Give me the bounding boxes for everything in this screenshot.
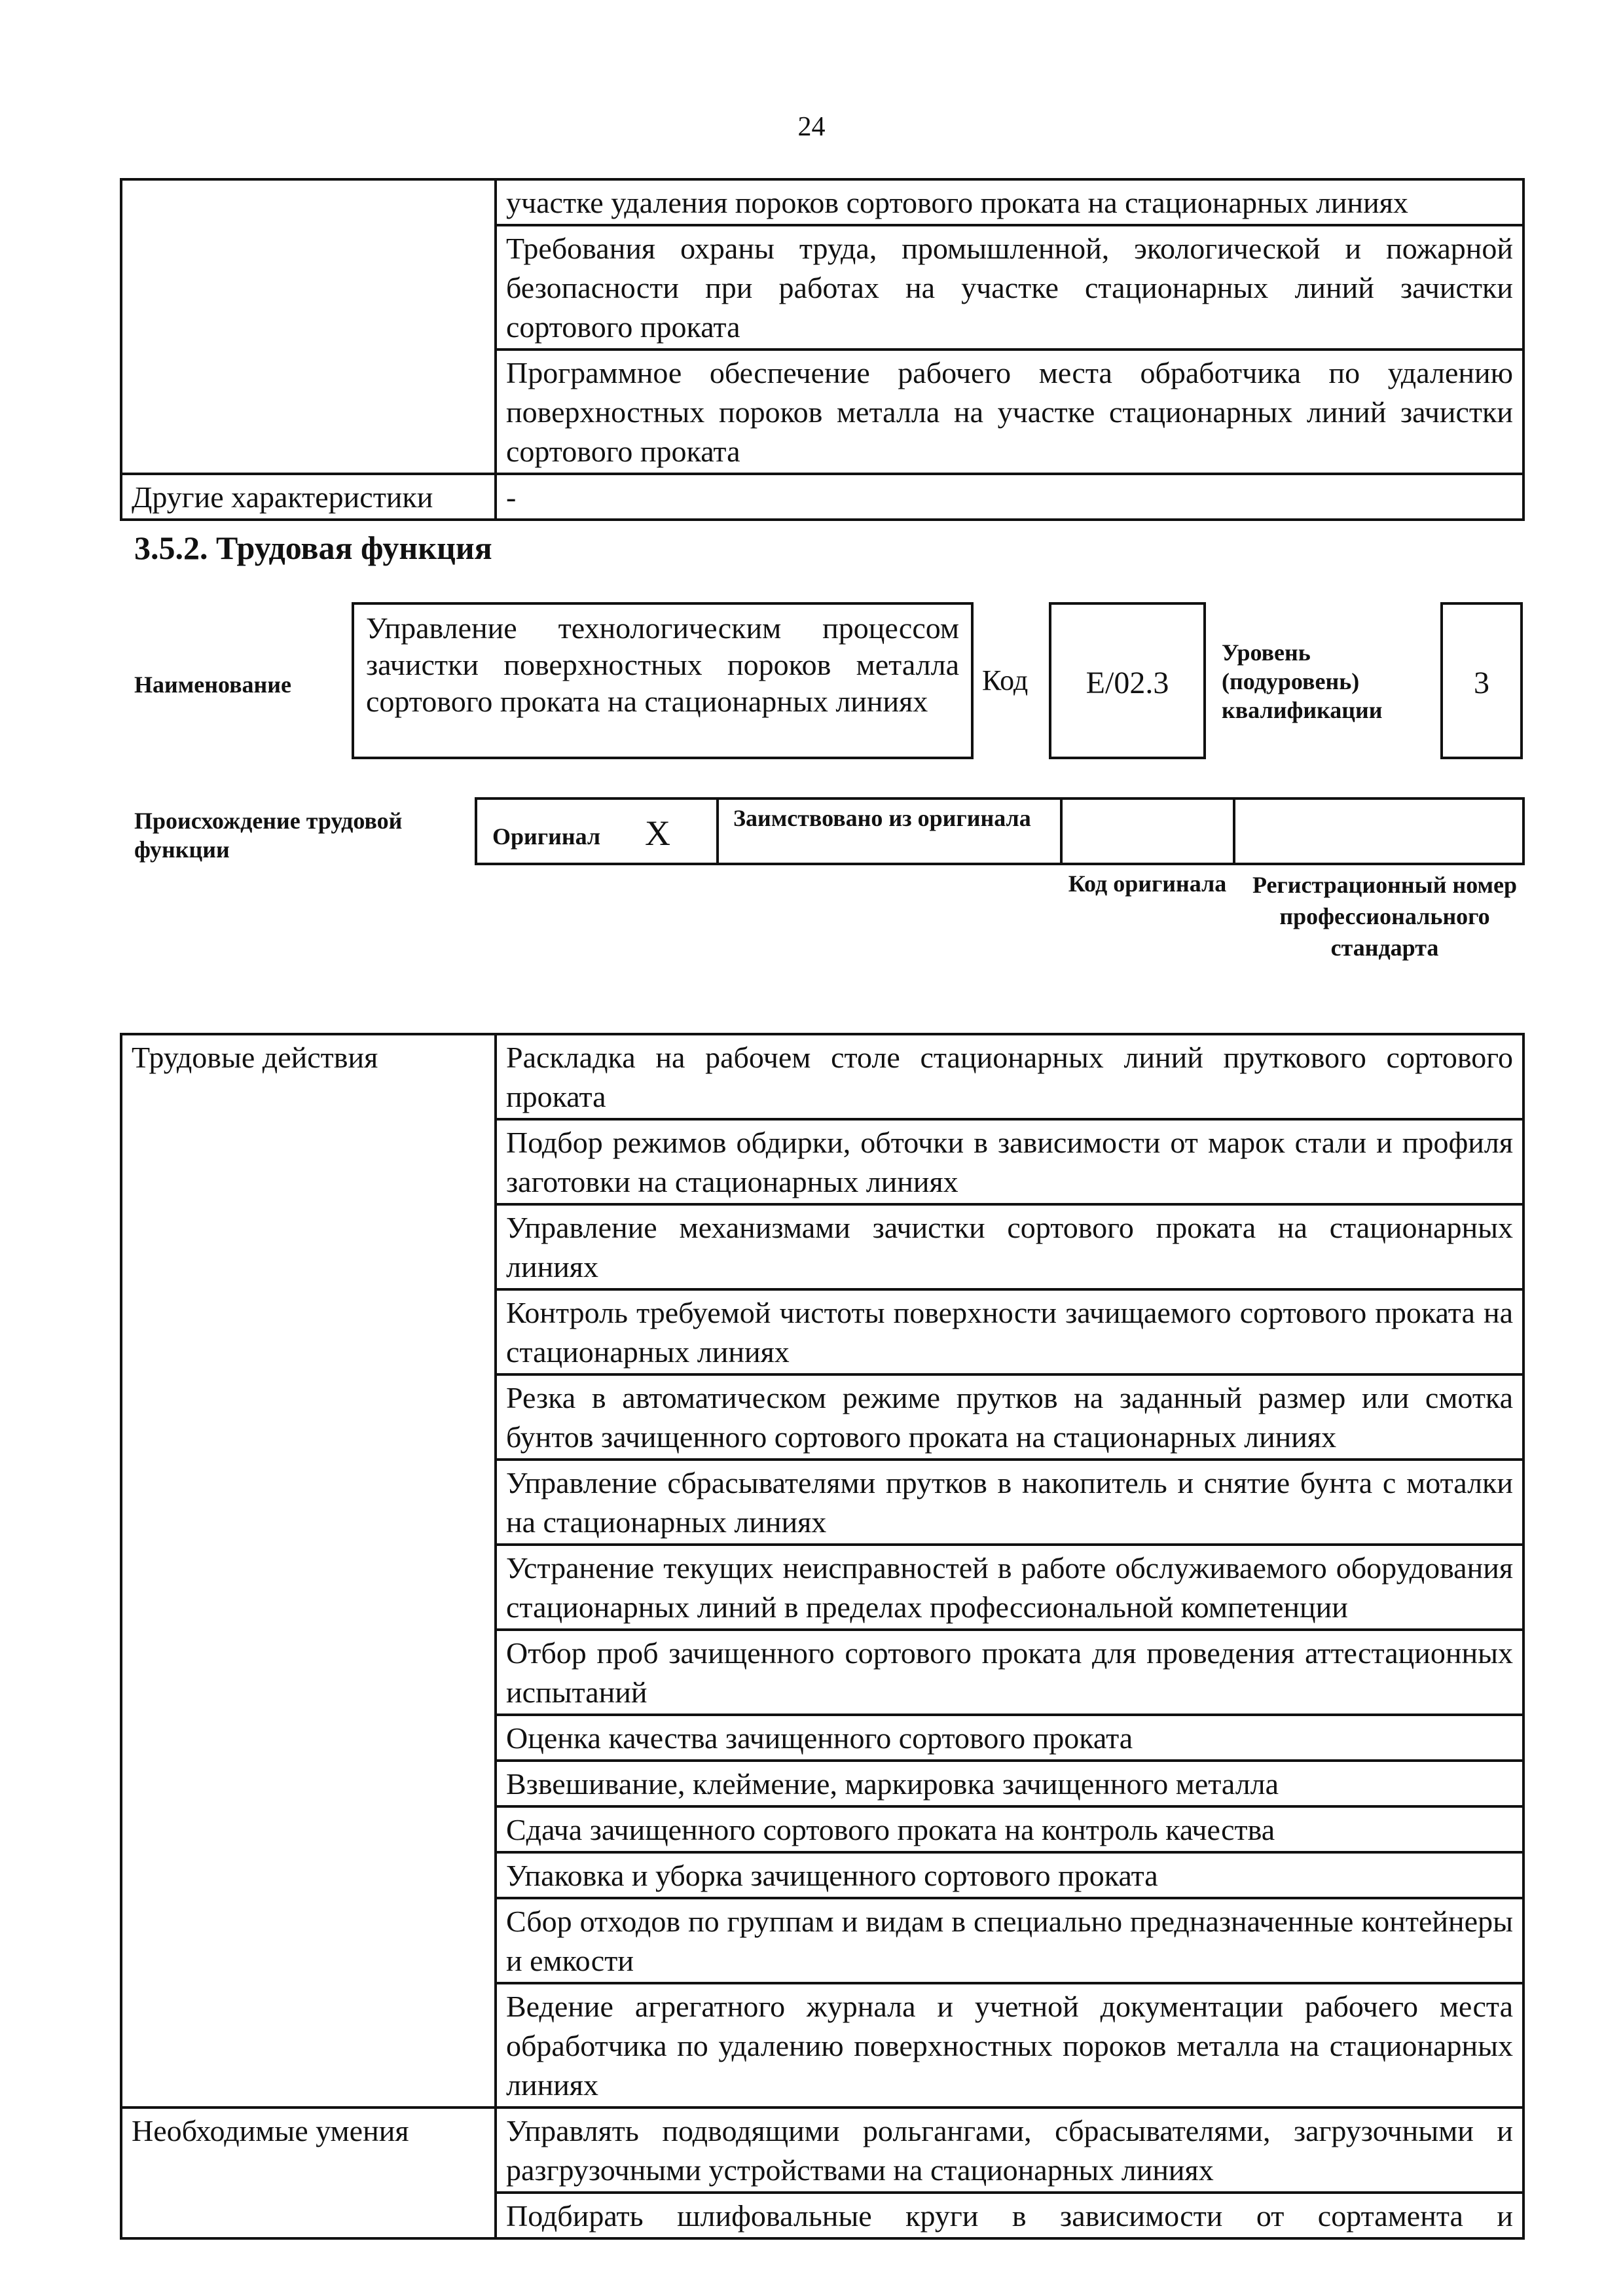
table-cell: Контроль требуемой чистоты поверхности зачищаемого сортового проката на стационарных линиях [496, 1289, 1523, 1374]
table-row [121, 179, 1523, 225]
section-heading: 3.5.2. Трудовая функция [134, 529, 492, 566]
table-cell: Управление сбрасывателями прутков в накопитель и снятие бунта с моталки на стационарных линиях [496, 1460, 1523, 1545]
table-cell: Ведение агрегатного журнала и учетной документации рабочего места обработчика по удалению поверхностных пороков металла на стационарных линиях [496, 1983, 1523, 2108]
level-value-box: 3 [1440, 602, 1523, 759]
original-label: Оригинал [492, 823, 601, 850]
table-cell: участке удаления пороков сортового проката на стационарных линиях [496, 179, 1523, 225]
characteristics-table-continued [120, 178, 1525, 521]
skills-label: Необходимые умения [121, 2108, 496, 2238]
table-cell: Программное обеспечение рабочего места обработчика по удалению поверхностных пороков металла на участке стационарных линий зачистки сортового проката [496, 350, 1523, 474]
borrowed-label: Заимствовано из оригинала [733, 805, 1031, 831]
origin-divider [1233, 797, 1235, 865]
other-characteristics-value: - [496, 474, 1523, 520]
table-cell: Сдача зачищенного сортового проката на контроль качества [496, 1806, 1523, 1852]
table-cell: Упаковка и уборка зачищенного сортового проката [496, 1852, 1523, 1898]
table-row [121, 2108, 1523, 2193]
table-row [121, 1034, 1523, 1119]
table-cell: Отбор проб зачищенного сортового проката для проведения аттестационных испытаний [496, 1630, 1523, 1715]
empty-label-cell [121, 179, 496, 474]
labor-function-table [120, 1033, 1525, 2240]
code-value-box: E/02.3 [1049, 602, 1206, 759]
code-label: Код [982, 664, 1029, 696]
code-original-caption: Код оригинала [1068, 870, 1227, 897]
origin-divider [1060, 797, 1063, 865]
table-cell: Подбор режимов обдирки, обточки в зависимости от марок стали и профиля заготовки на стационарных линиях [496, 1119, 1523, 1204]
level-label: Уровень (подуровень) квалификации [1222, 639, 1383, 723]
table-cell: Резка в автоматическом режиме прутков на заданный размер или смотка бунтов зачищенного сортового проката на стационарных линиях [496, 1374, 1523, 1460]
table-cell: Подбирать шлифовальные круги в зависимости от сортамента и [496, 2193, 1523, 2238]
original-mark: X [645, 814, 670, 853]
table-cell: Устранение текущих неисправностей в работе обслуживаемого оборудования стационарных линий в пределах профессиональной компетенции [496, 1545, 1523, 1630]
reg-number-caption: Регистрационный номер профессионального стандарта [1252, 872, 1518, 961]
labor-actions-label: Трудовые действия [121, 1034, 496, 2108]
name-label: Наименование [134, 672, 291, 698]
table-cell: Взвешивание, клеймение, маркировка зачищенного металла [496, 1761, 1523, 1806]
other-characteristics-label: Другие характеристики [121, 474, 496, 520]
origin-label: Происхождение трудовой функции [134, 808, 403, 863]
table-row [121, 474, 1523, 520]
table-cell: Оценка качества зачищенного сортового проката [496, 1715, 1523, 1761]
origin-divider [716, 797, 719, 865]
table-cell: Раскладка на рабочем столе стационарных линий пруткового сортового проката [496, 1034, 1523, 1119]
table-cell: Управление механизмами зачистки сортового проката на стационарных линиях [496, 1204, 1523, 1289]
table-cell: Сбор отходов по группам и видам в специально предназначенные контейнеры и емкости [496, 1898, 1523, 1983]
function-name-box: Управление технологическим процессом зачистки поверхностных пороков металла сортового проката на стационарных линиях [352, 602, 974, 759]
page-number: 24 [797, 112, 826, 142]
table-cell: Управлять подводящими рольгангами, сбрасывателями, загрузочными и разгрузочными устройствами на стационарных линиях [496, 2108, 1523, 2193]
table-cell: Требования охраны труда, промышленной, экологической и пожарной безопасности при работах на участке стационарных линий зачистки сортового проката [496, 225, 1523, 350]
